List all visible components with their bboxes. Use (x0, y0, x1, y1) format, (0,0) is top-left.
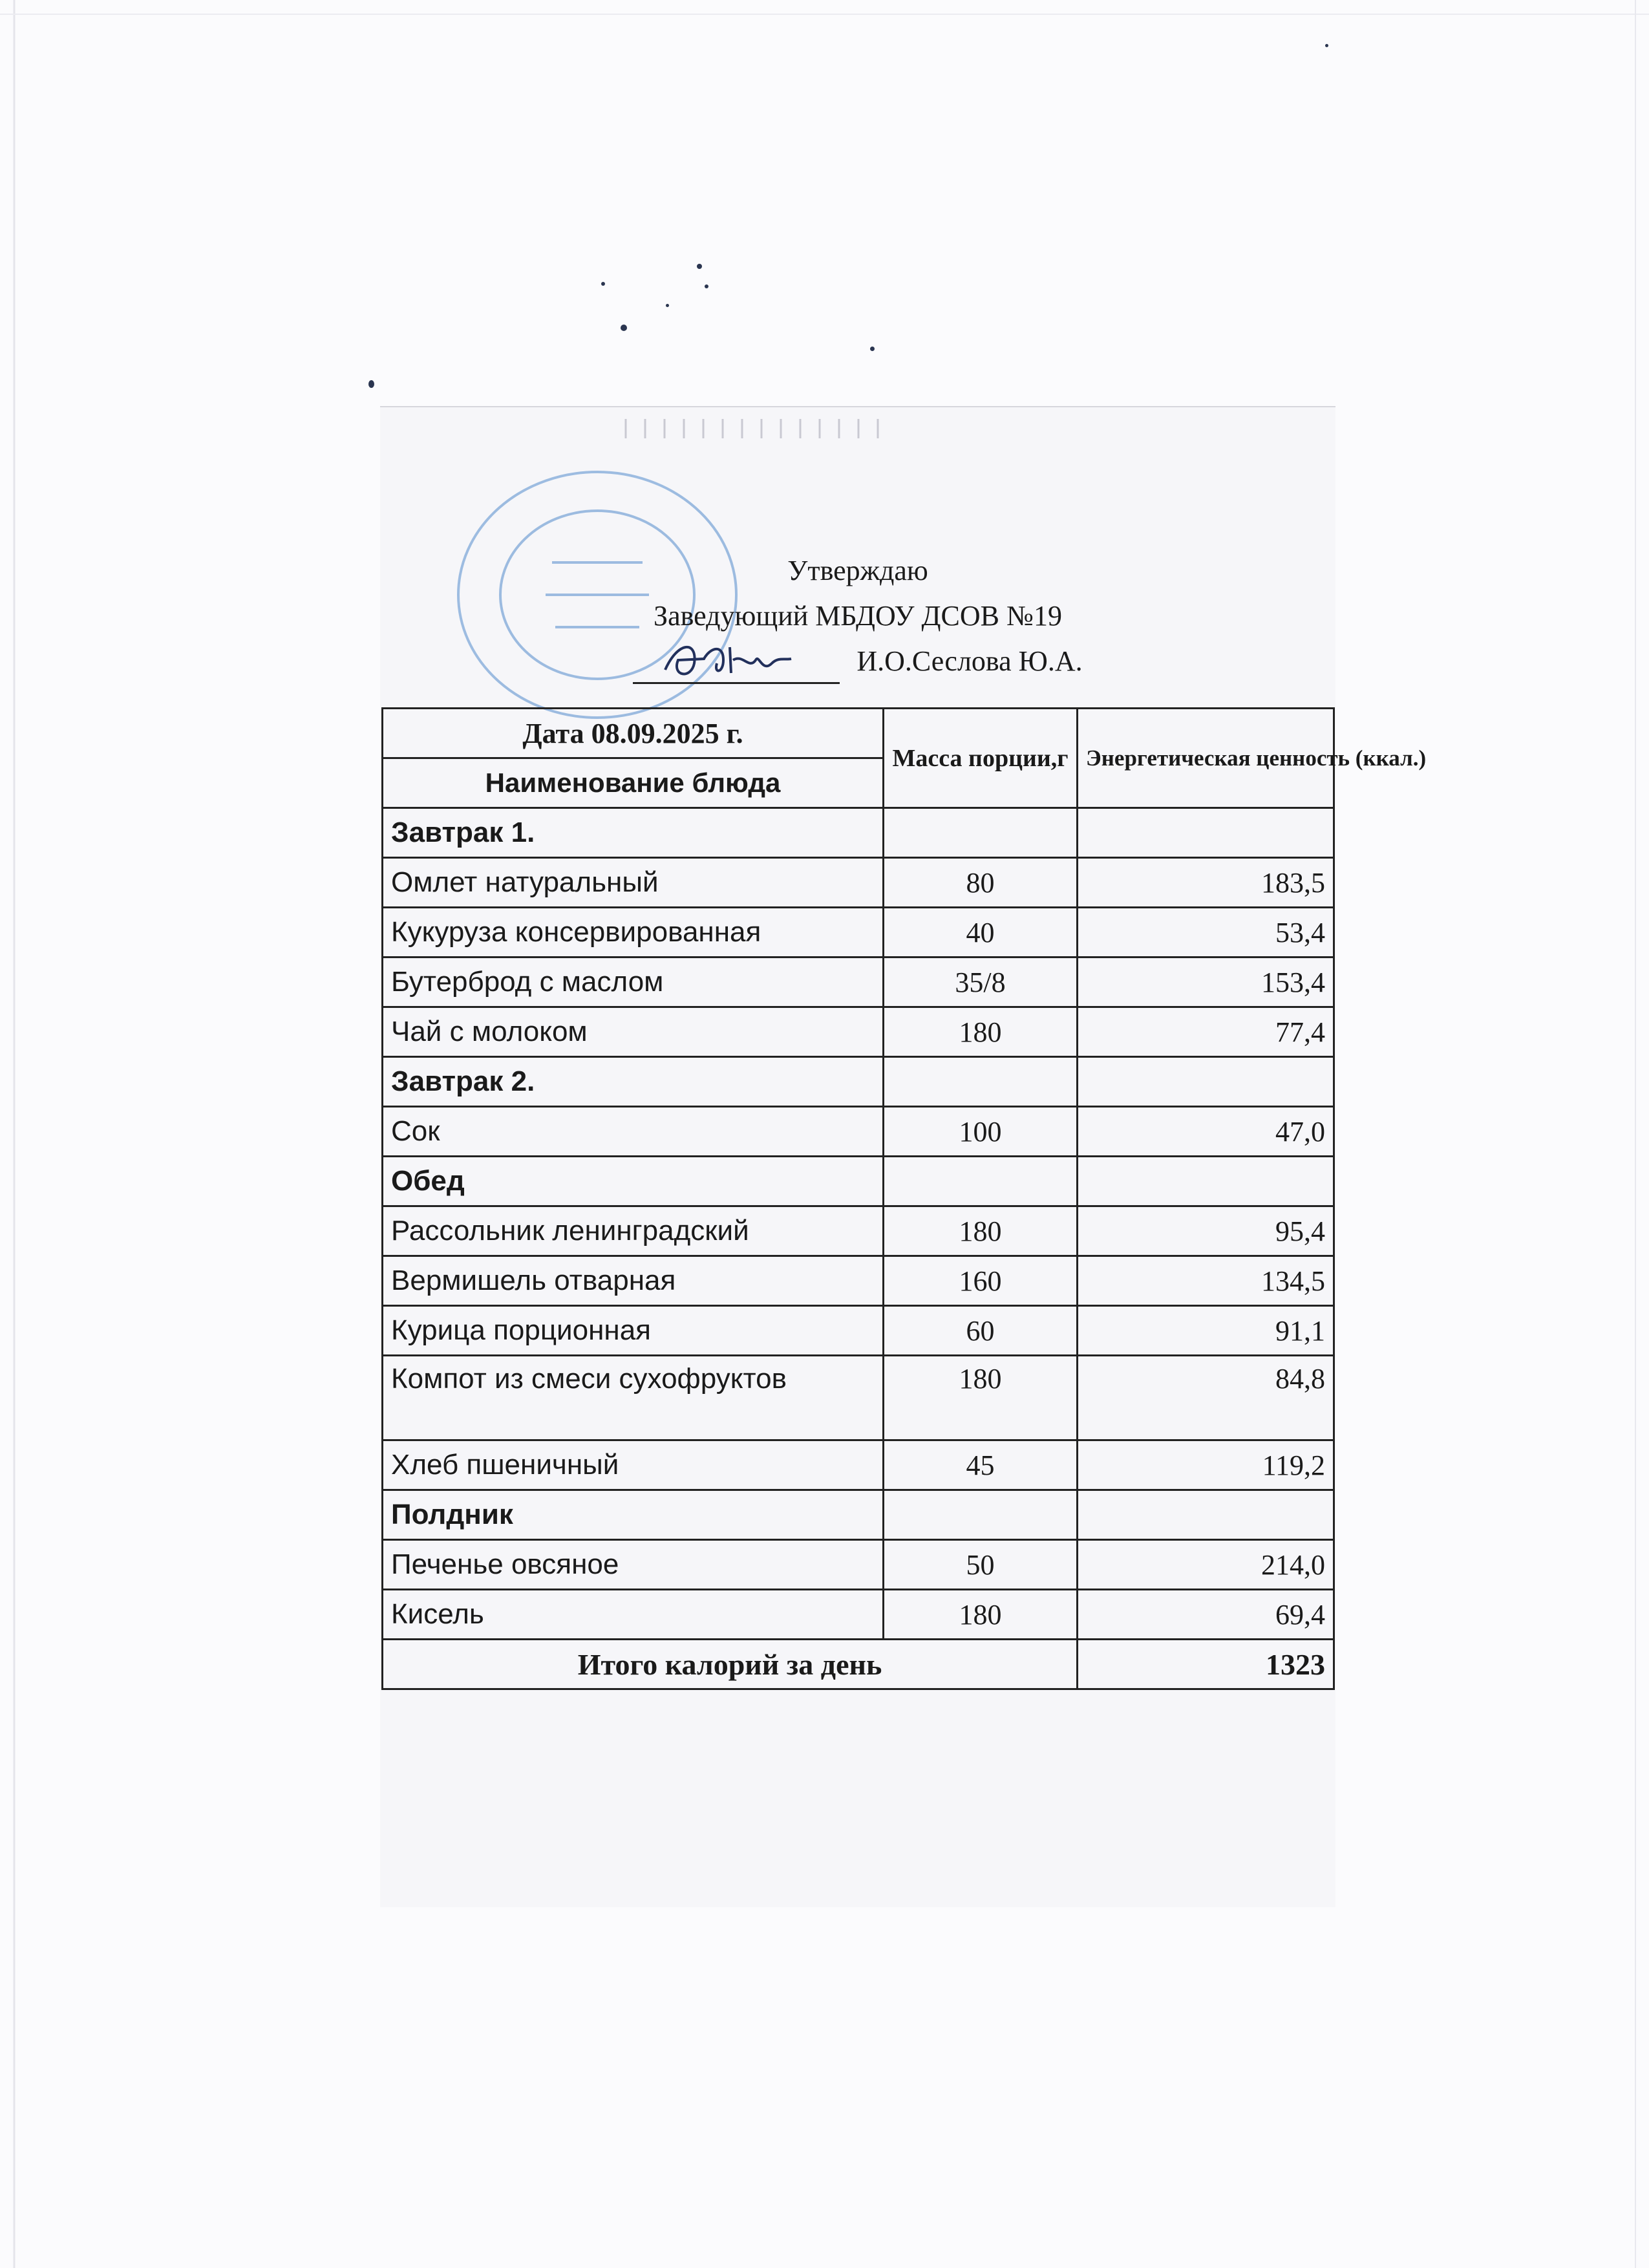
energy-value: 84,8 (1078, 1356, 1334, 1440)
table-row (383, 1590, 1334, 1640)
energy-header: Энергетическая ценность (ккал.) (1078, 709, 1334, 808)
dish-name-header: Наименование блюда (383, 758, 884, 808)
portion-mass: 35/8 (884, 957, 1078, 1007)
empty-cell (1078, 808, 1334, 858)
dish-name: Кукуруза консервированная (383, 908, 884, 957)
header-row (383, 709, 1334, 758)
table-row (383, 957, 1334, 1007)
speck (368, 380, 374, 388)
portion-mass: 180 (884, 1356, 1078, 1440)
speck (870, 347, 875, 351)
portion-mass: 45 (884, 1440, 1078, 1490)
section-row (383, 1057, 1334, 1107)
portion-mass: 180 (884, 1206, 1078, 1256)
energy-value: 77,4 (1078, 1007, 1334, 1057)
dish-name: Рассольник ленинградский (383, 1206, 884, 1256)
date-header: Дата 08.09.2025 г. (383, 709, 884, 758)
energy-value: 91,1 (1078, 1306, 1334, 1356)
energy-value: 69,4 (1078, 1590, 1334, 1640)
section-row (383, 1157, 1334, 1206)
portion-mass: 180 (884, 1590, 1078, 1640)
empty-cell (884, 1057, 1078, 1107)
dish-name: Омлет натуральный (383, 858, 884, 908)
dish-name: Кисель (383, 1590, 884, 1640)
section-row (383, 1490, 1334, 1540)
table-row (383, 1306, 1334, 1356)
handwritten-signature (633, 648, 840, 684)
energy-value: 47,0 (1078, 1107, 1334, 1157)
energy-value: 153,4 (1078, 957, 1334, 1007)
table-row (383, 1540, 1334, 1590)
approve-title: Утверждаю (787, 555, 928, 586)
speck (697, 264, 702, 269)
speck (601, 282, 605, 286)
energy-value: 183,5 (1078, 858, 1334, 908)
dish-name: Чай с молоком (383, 1007, 884, 1057)
portion-mass: 100 (884, 1107, 1078, 1157)
portion-mass: 180 (884, 1007, 1078, 1057)
empty-cell (884, 1157, 1078, 1206)
table-row (383, 908, 1334, 957)
section-title: Обед (383, 1157, 884, 1206)
total-row (383, 1640, 1334, 1689)
portion-mass: 50 (884, 1540, 1078, 1590)
section-title: Полдник (383, 1490, 884, 1540)
dish-name: Печенье овсяное (383, 1540, 884, 1590)
mass-header: Масса порции,г (884, 709, 1078, 808)
approver-position: Заведующий МБДОУ ДСОВ №19 (654, 600, 1062, 632)
total-value: 1323 (1078, 1640, 1334, 1689)
signer-name: И.О.Сеслова Ю.А. (856, 645, 1083, 677)
table-row (383, 1007, 1334, 1057)
energy-value: 53,4 (1078, 908, 1334, 957)
dish-name: Бутерброд с маслом (383, 957, 884, 1007)
signature-line (380, 639, 1335, 684)
dish-name: Курица порционная (383, 1306, 884, 1356)
energy-value: 134,5 (1078, 1256, 1334, 1306)
scan-strip (380, 412, 1335, 451)
speck (666, 304, 669, 307)
table-row (383, 1256, 1334, 1306)
empty-cell (1078, 1057, 1334, 1107)
speck (705, 284, 708, 288)
table-row (383, 1206, 1334, 1256)
table-row (383, 858, 1334, 908)
speck (621, 325, 627, 331)
table-row (383, 1440, 1334, 1490)
empty-cell (884, 1490, 1078, 1540)
energy-value: 214,0 (1078, 1540, 1334, 1590)
section-row (383, 808, 1334, 858)
dish-name: Вермишель отварная (383, 1256, 884, 1306)
dish-name: Сок (383, 1107, 884, 1157)
energy-value: 95,4 (1078, 1206, 1334, 1256)
energy-value: 119,2 (1078, 1440, 1334, 1490)
table-row (383, 1356, 1334, 1440)
portion-mass: 40 (884, 908, 1078, 957)
speck (1325, 44, 1328, 47)
empty-cell (1078, 1157, 1334, 1206)
portion-mass: 60 (884, 1306, 1078, 1356)
dish-name: Хлеб пшеничный (383, 1440, 884, 1490)
portion-mass: 160 (884, 1256, 1078, 1306)
section-title: Завтрак 1. (383, 808, 884, 858)
dish-name: Компот из смеси сухофруктов (383, 1356, 884, 1440)
menu-table (381, 707, 1427, 1690)
section-title: Завтрак 2. (383, 1057, 884, 1107)
table-row (383, 1107, 1334, 1157)
empty-cell (884, 808, 1078, 858)
total-label: Итого калорий за день (383, 1640, 1078, 1689)
empty-cell (1078, 1490, 1334, 1540)
portion-mass: 80 (884, 858, 1078, 908)
